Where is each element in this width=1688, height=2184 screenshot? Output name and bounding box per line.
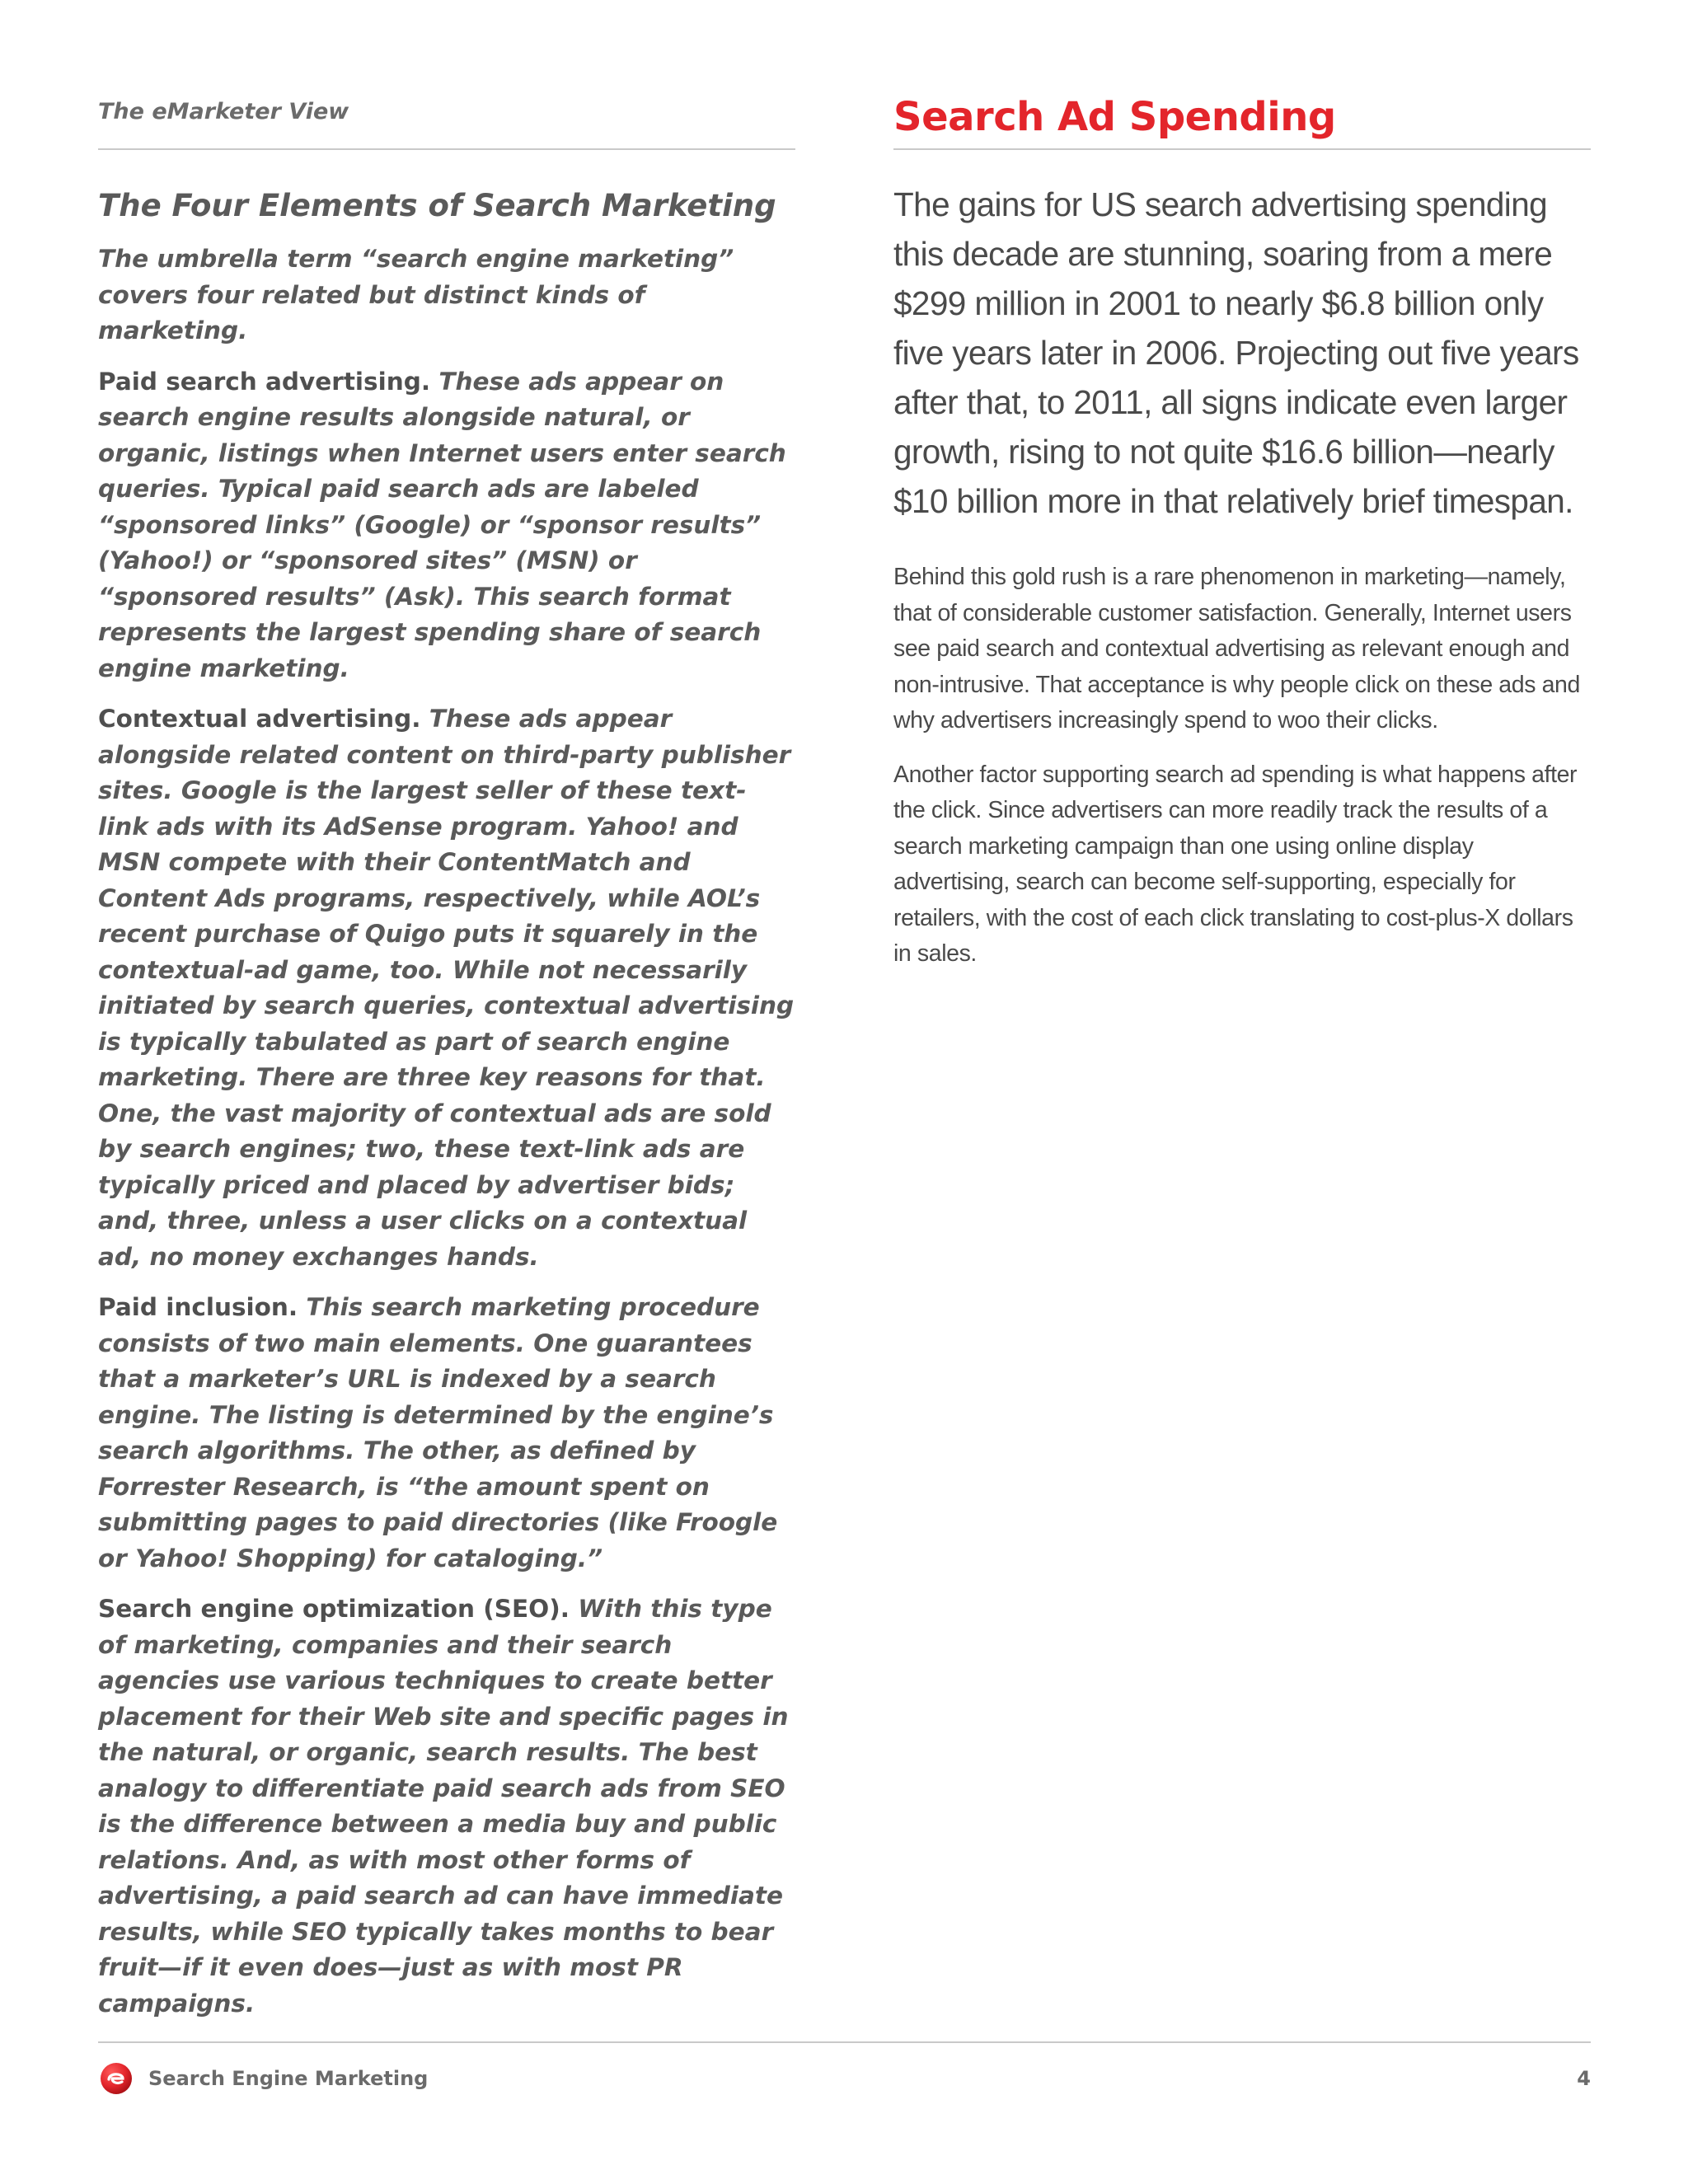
element-term: Paid search advertising. xyxy=(98,367,431,396)
element-text: With this type of marketing, companies and their search agencies use various techniques to create better placement for their Web site and specific pages in the natural, or organic, search results. The best analogy to differentiate paid search ads from SEO is the difference between a media buy and public relations. And, as with most other forms of advertising, a paid search ad can have immediate results, while SEO typically takes months to bear fruit—if it even does—just as with most PR campaigns. xyxy=(98,1595,789,2018)
element-term: Paid inclusion. xyxy=(98,1293,298,1321)
footer-divider xyxy=(98,2041,1591,2043)
left-body xyxy=(98,241,795,2036)
left-divider xyxy=(98,148,795,150)
element-paragraph xyxy=(98,1290,795,1577)
element-paragraph xyxy=(98,1591,795,2022)
lead-paragraph: The gains for US search advertising spending this decade are stunning, soaring from a mere $299 million in 2001 to nearly $6.8 billion only five years later in 2006. Projecting out five years after that, to 2011, all signs indicate even larger growth, rising to not quite $16.6 billion—nearly $10 billion more in that relatively brief timespan. xyxy=(893,185,1579,520)
emarketer-logo-icon xyxy=(100,2062,133,2095)
body-paragraph: Behind this gold rush is a rare phenomenon in marketing—namely, that of considerable customer satisfaction. Generally, Internet users see paid search and contextual advertising as relevant enough and non-intrusive. That acceptance is why people click on these ads and why advertisers increasingly spend to woo their clicks. xyxy=(893,564,1580,733)
intro-paragraph: The umbrella term “search engine marketing” covers four related but distinct kinds of marketing. xyxy=(98,245,734,344)
element-text: These ads appear alongside related content on third-party publisher sites. Google is the largest seller of these text-link ads with its AdSense program. Yahoo! and MSN compete with their ContentMatch and Content Ads programs, respectively, while AOL’s recent purchase of Quigo puts it squarely in the contextual-ad game, too. While not necessarily initiated by search queries, contextual advertising is typically tabulated as part of search engine marketing. There are three key reasons for that. One, the vast majority of contextual ads are sold by search engines; two, these text-link ads are typically priced and placed by advertiser bids; and, three, unless a user clicks on a contextual ad, no money exchanges hands. xyxy=(98,705,795,1271)
right-divider xyxy=(893,148,1591,150)
element-text: This search marketing procedure consists of two main elements. One guarantees that a marketer’s URL is indexed by a search engine. The listing is determined by the engine’s search algorithms. The other, as defined by Forrester Research, is “the amount spent on submitting pages to paid directories (like Froogle or Yahoo! Shopping) for cataloging.” xyxy=(98,1293,778,1572)
element-paragraph xyxy=(98,701,795,1275)
element-text: These ads appear on search engine results alongside natural, or organic, listings when Internet users enter search queries. Typical paid search ads are labeled “sponsored links” (Google) or “sponsor results” (Yahoo!) or “sponsored sites” (MSN) or “sponsored results” (Ask). This search format represents the largest spending share of search engine marketing. xyxy=(98,367,786,682)
body-paragraph: Another factor supporting search ad spending is what happens after the click. Since advertisers can more readily track the results of a search marketing campaign than one using online display advertising, search can become self-supporting, especially for retailers, with the cost of each click translating to cost-plus-X dollars in sales. xyxy=(893,761,1578,967)
element-term: Search engine optimization (SEO). xyxy=(98,1595,570,1623)
article-title: Search Ad Spending xyxy=(893,94,1336,140)
sidebar-header xyxy=(98,96,795,129)
element-paragraph xyxy=(98,364,795,687)
element-term: Contextual advertising. xyxy=(98,705,421,733)
page-number: 4 xyxy=(1577,2067,1591,2090)
right-body xyxy=(893,560,1591,991)
section-title: The Four Elements of Search Marketing xyxy=(98,188,776,223)
footer-title: Search Engine Marketing xyxy=(148,2067,429,2090)
sidebar-label: The eMarketer View xyxy=(98,99,349,124)
